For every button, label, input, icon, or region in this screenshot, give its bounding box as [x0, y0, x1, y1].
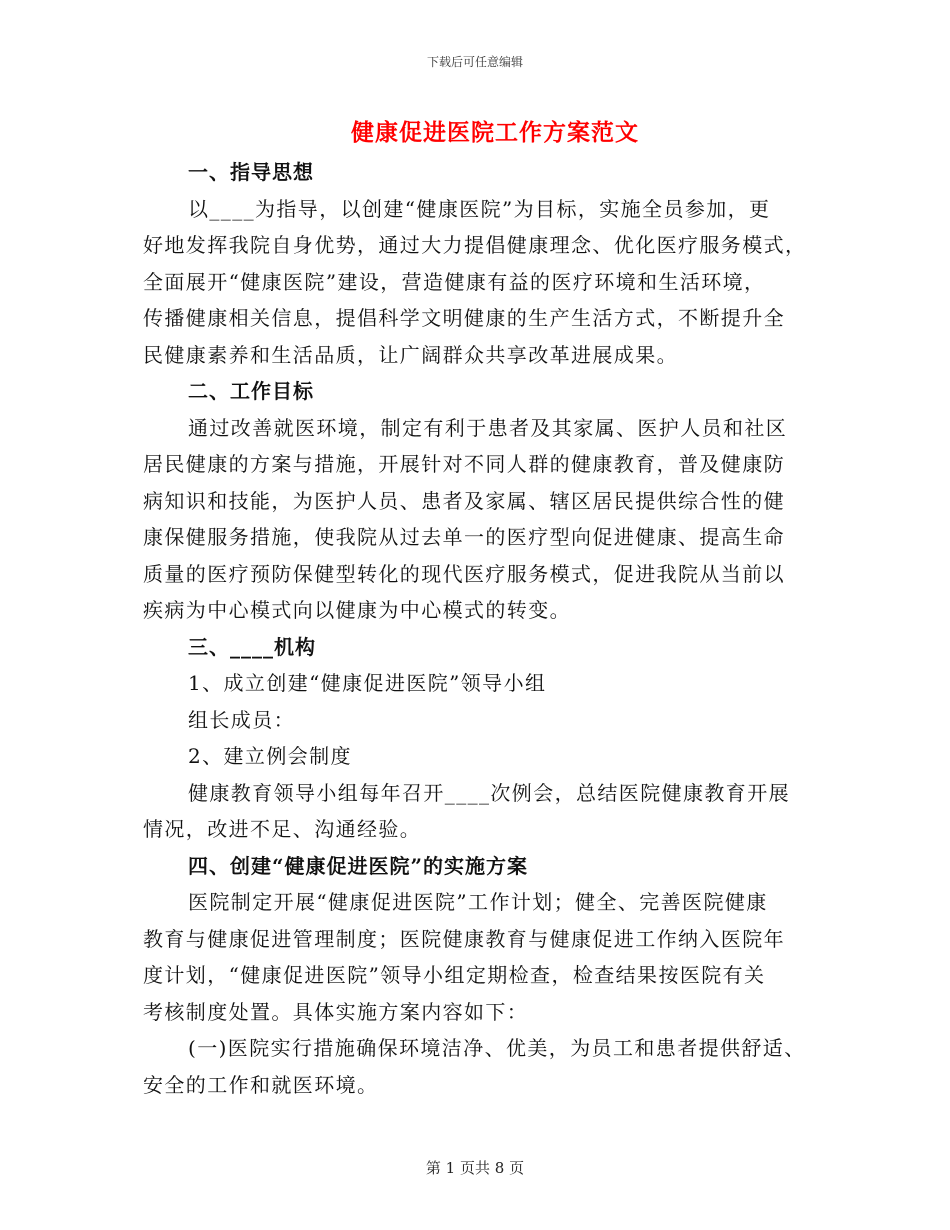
paragraph-line: 2、建立例会制度 [188, 744, 352, 768]
paragraph-line: 安全的工作和就医环境。 [143, 1072, 379, 1097]
paragraph-line: 质量的医疗预防保健型转化的现代医疗服务模式，促进我院从当前以 [143, 561, 785, 586]
paragraph-line: 全面展开“健康医院”建设，营造健康有益的医疗环境和生活环境， [143, 269, 766, 294]
page-header-note: 下载后可任意编辑 [426, 55, 523, 69]
paragraph-line: 度计划，“健康促进医院”领导小组定期检查，检查结果按医院有关 [143, 963, 766, 987]
paragraph-line: 以____为指导，以创建“健康医院”为目标，实施全员参加，更 [188, 196, 771, 221]
page-footer: 第 1 页共 8 页 [425, 1159, 525, 1177]
section-heading: 三、____机构 [188, 634, 316, 659]
paragraph-line: 健康教育领导小组每年召开____次例会，总结医院健康教育开展 [188, 780, 790, 805]
document-body [143, 154, 815, 1103]
section-heading: 四、创建“健康促进医院”的实施方案 [188, 853, 529, 878]
section-heading: 二、工作目标 [188, 379, 314, 403]
paragraph-line: 教育与健康促进管理制度；医院健康教育与健康促进工作纳入医院年 [143, 926, 785, 951]
paragraph-line: 疾病为中心模式向以健康为中心模式的转变。 [143, 598, 571, 622]
paragraph-line: 情况，改进不足、沟通经验。 [143, 817, 422, 841]
paragraph-line: 民健康素养和生活品质，让广阔群众共享改革进展成果。 [143, 342, 678, 367]
paragraph-line: 通过改善就医环境，制定有利于患者及其家属、医护人员和社区 [188, 415, 788, 440]
paragraph-line: 好地发挥我院自身优势，通过大力提倡健康理念、优化医疗服务模式， [143, 233, 807, 257]
paragraph-line: 医院制定开展“健康促进医院”工作计划；健全、完善医院健康 [188, 890, 768, 914]
paragraph-line: 考核制度处置。具体实施方案内容如下： [143, 999, 529, 1024]
paragraph-line: 传播健康相关信息，提倡科学文明健康的生产生活方式，不断提升全 [143, 306, 785, 330]
paragraph-line: 康保健服务措施，使我院从过去单一的医疗型向促进健康、提高生命 [143, 525, 785, 549]
paragraph-line: 1、成立创建“健康促进医院”领导小组 [188, 671, 547, 695]
section-heading: 一、指导思想 [188, 160, 314, 184]
paragraph-line: 组长成员： [188, 707, 295, 732]
paragraph-line: (一)医院实行措施确保环境洁净、优美，为员工和患者提供舒适、 [188, 1036, 806, 1060]
document-title: 健康促进医院工作方案范文 [351, 119, 639, 146]
paragraph-line: 居民健康的方案与措施，开展针对不同人群的健康教育，普及健康防 [143, 452, 785, 476]
paragraph-line: 病知识和技能，为医护人员、患者及家属、辖区居民提供综合性的健 [143, 488, 785, 513]
